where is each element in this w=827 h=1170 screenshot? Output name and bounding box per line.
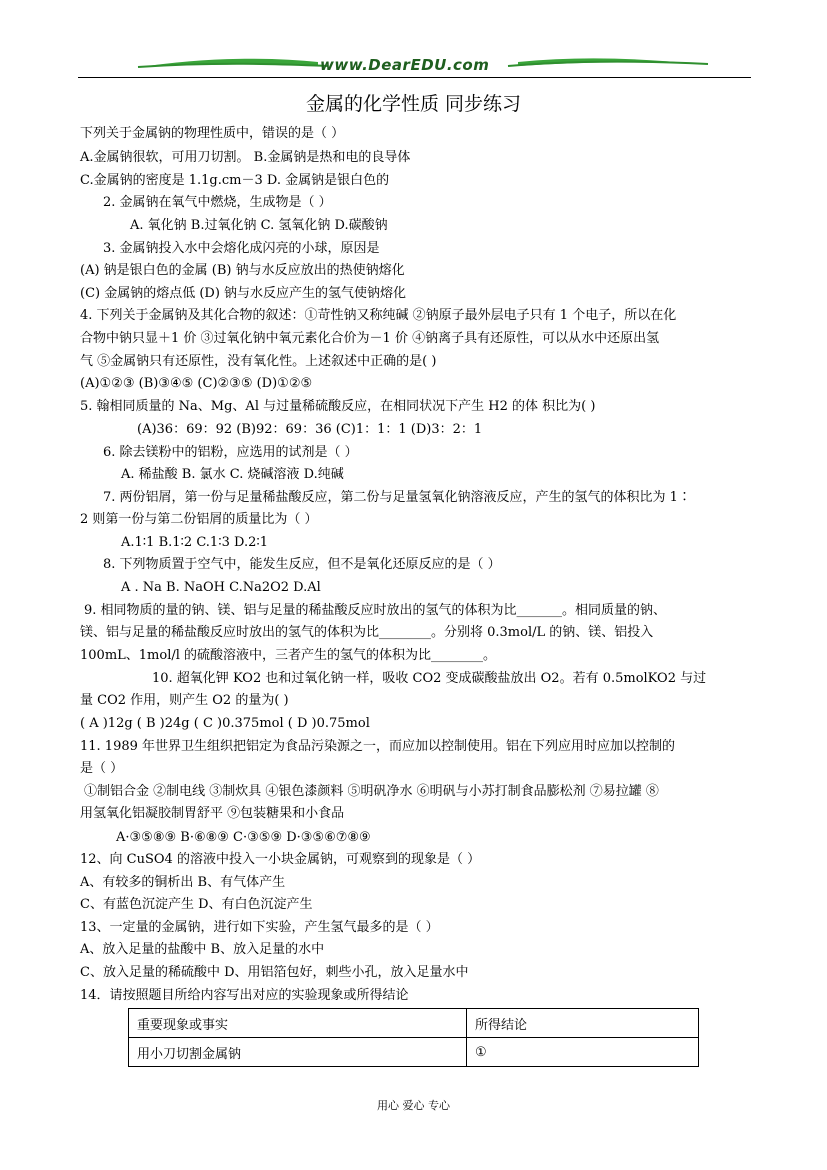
question-line: 13、一定量的金属钠，进行如下实验，产生氢气最多的是（ ）	[80, 920, 439, 935]
question-line: A、放入足量的盐酸中 B、放入足量的水中	[80, 942, 325, 957]
question-line: 3. 金属钠投入水中会熔化成闪亮的小球，原因是	[103, 241, 380, 256]
question-line: (A)36：69：92 (B)92：69：36 (C)1：1：1 (D)3：2：1	[137, 422, 483, 437]
question-line: 镁、铝与足量的稀盐酸反应时放出的氢气的体积为比________。分别将 0.3mol/L 的钠、镁、铝投入	[80, 625, 654, 640]
table-header-cell: 重要现象或事实	[129, 1009, 467, 1038]
question-line: 9. 相同物质的量的钠、镁、铝与足量的稀盐酸反应时放出的氢气的体积为比_______。相同质量的钠、	[84, 603, 667, 618]
question-line: 是（ ）	[80, 761, 124, 776]
question-line: 11. 1989 年世界卫生组织把铝定为食品污染源之一，而应加以控制使用。铝在下列应用时应加以控制的	[80, 739, 676, 754]
table-header-row	[129, 1009, 699, 1038]
question-line: A. 稀盐酸 B. 氯水 C. 烧碱溶液 D.纯碱	[121, 467, 344, 482]
question-line: 100mL、1mol/l 的硫酸溶液中，三者产生的氢气的体积为比________。	[80, 648, 497, 663]
table-cell: 用小刀切割金属钠	[129, 1038, 467, 1067]
question-line: C、放入足量的稀硫酸中 D、用铝箔包好，刺些小孔，放入足量水中	[80, 965, 469, 980]
question-line: A、有较多的铜析出 B、有气体产生	[80, 875, 286, 890]
site-header	[78, 52, 751, 78]
question-line: ①制铝合金 ②制电线 ③制炊具 ④银色漆颜料 ⑤明矾净水 ⑥明矾与小苏打制食品膨松剂 ⑦易拉罐 ⑧	[84, 784, 659, 799]
question-line: 7. 两份铝屑，第一份与足量稀盐酸反应，第二份与足量氢氧化钠溶液反应，产生的氢气的体积比为 1∶	[103, 490, 691, 505]
question-line: 14．请按照题目所给内容写出对应的实验现象或所得结论	[80, 988, 409, 1003]
page-footer: 用心 爱心 专心	[377, 1099, 450, 1112]
question-line: A.1∶1 B.1∶2 C.1∶3 D.2∶1	[121, 535, 269, 550]
result-table	[128, 1008, 699, 1067]
question-line: 10. 超氧化钾 KO2 也和过氧化钠一样，吸收 CO2 变成碳酸盐放出 O2。若有 0.5molKO2 与过	[152, 671, 707, 686]
question-line: 量 CO2 作用，则产生 O2 的量为( )	[80, 693, 289, 708]
page-title: 金属的化学性质 同步练习	[305, 93, 522, 115]
question-line: ( A )12g ( B )24g ( C )0.375mol ( D )0.75mol	[80, 716, 370, 731]
question-line: A. 氧化钠 B.过氧化钠 C. 氢氧化钠 D.碳酸钠	[130, 218, 388, 233]
question-line: A·③⑤⑧⑨ B·⑥⑧⑨ C·③⑤⑨ D·③⑤⑥⑦⑧⑨	[116, 830, 371, 845]
question-line: 8. 下列物质置于空气中，能发生反应，但不是氧化还原反应的是（ ）	[103, 557, 501, 572]
question-line: 6. 除去镁粉中的铝粉，应选用的试剂是（ ）	[103, 445, 358, 460]
question-line: 下列关于金属钠的物理性质中，错误的是（ ）	[80, 126, 345, 141]
table-row	[129, 1038, 699, 1067]
question-line: (C) 金属钠的熔点低 (D) 钠与水反应产生的氢气使钠熔化	[80, 286, 407, 301]
table-header-cell: 所得结论	[467, 1009, 699, 1038]
question-line: 气 ⑤金属钠只有还原性，没有氧化性。上述叙述中正确的是( )	[80, 354, 437, 369]
question-line: 4. 下列关于金属钠及其化合物的叙述：①苛性钠又称纯碱 ②钠原子最外层电子只有 1 个电子，所以在化	[80, 308, 677, 323]
question-line: (A) 钠是银白色的金属 (B) 钠与水反应放出的热使钠熔化	[80, 263, 405, 278]
question-line: 2. 金属钠在氧气中燃烧，生成物是（ ）	[103, 195, 332, 210]
question-line: 5. 翰相同质量的 Na、Mg、Al 与过量稀硫酸反应，在相同状况下产生 H2 的体 积比为( )	[80, 399, 596, 414]
header-divider	[78, 77, 751, 78]
question-line: 12、向 CuSO4 的溶液中投入一小块金属钠，可观察到的现象是（ ）	[80, 852, 481, 867]
question-line: (A)①②③ (B)③④⑤ (C)②③⑤ (D)①②⑤	[80, 376, 313, 391]
question-line: 合物中钠只显＋1 价 ③过氧化钠中氧元素化合价为－1 价 ④钠离子具有还原性，可以从水中还原出氢	[80, 331, 660, 346]
question-line: A . Na B. NaOH C.Na2O2 D.Al	[121, 580, 321, 595]
question-line: 2 则第一份与第二份铝屑的质量比为（ ）	[80, 512, 318, 527]
question-line: C、有蓝色沉淀产生 D、有白色沉淀产生	[80, 897, 313, 912]
question-line: C.金属钠的密度是 1.1g.cm－3 D. 金属钠是银白色的	[80, 173, 390, 188]
question-line: 用氢氧化铝凝胶制胃舒平 ⑨包装糖果和小食品	[80, 806, 345, 821]
site-logo-text[interactable]: www.DearEDU.com	[320, 56, 490, 74]
question-line: A.金属钠很软，可用刀切割。 B.金属钠是热和电的良导体	[80, 150, 411, 165]
table-cell: ①	[467, 1038, 699, 1067]
